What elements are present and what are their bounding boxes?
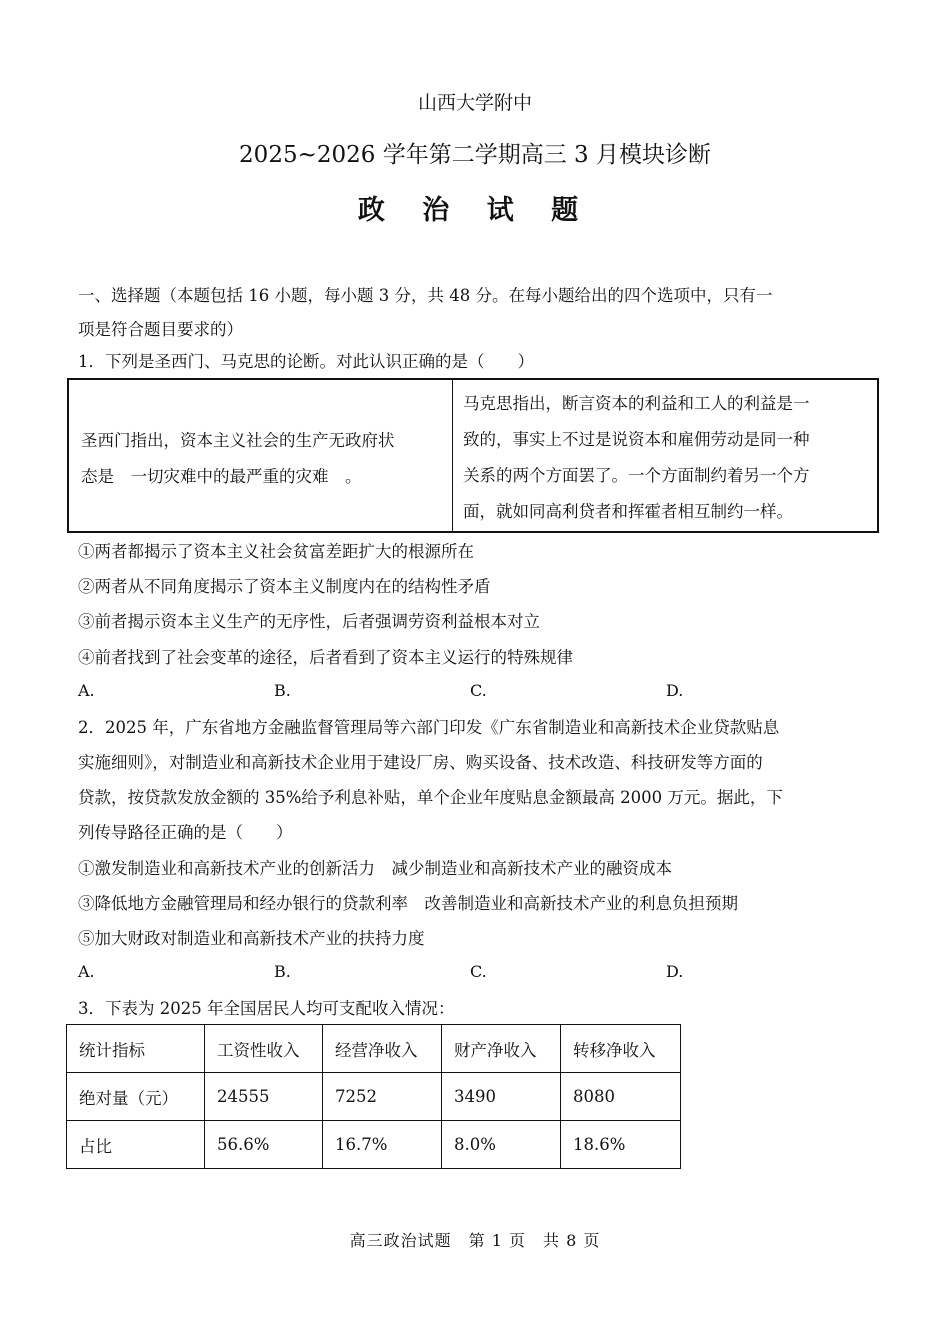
table-cell: 24555 — [205, 1073, 323, 1121]
table-cell: 7252 — [323, 1073, 442, 1121]
q1-option-b[interactable]: B. — [274, 681, 291, 700]
q2-option-d[interactable]: D. — [666, 962, 684, 981]
page-title: 政 治 试 题 — [357, 195, 593, 226]
table-header-cell: 经营净收入 — [323, 1025, 442, 1073]
q3-stem: 3．下表为 2025 年全国居民人均可支配收入情况： — [78, 999, 455, 1018]
section-heading-line-1: 一、选择题（本题包括 16 小题，每小题 3 分，共 48 分。在每小题给出的四个选项中，只有一 — [78, 286, 773, 305]
q2-item-2: ③降低地方金融管理局和经办银行的贷款利率 改善制造业和高新技术产业的利息负担预期 — [78, 894, 738, 913]
school-name: 山西大学附中 — [417, 92, 532, 114]
income-table — [66, 1024, 681, 1169]
q2-stem-line-2: 实施细则》，对制造业和高新技术企业用于建设厂房、购买设备、技术改造、科技研发等方面的 — [78, 753, 763, 772]
q1-right-line: 面，就如同高利贷者和挥霍者相互制约一样。 — [463, 502, 793, 521]
table-cell: 占比 — [67, 1121, 205, 1169]
q1-option-c[interactable]: C. — [470, 681, 487, 700]
q1-options — [78, 681, 878, 700]
q2-option-b[interactable]: B. — [274, 962, 291, 981]
q1-stem: 1．下列是圣西门、马克思的论断。对此认识正确的是（ ） — [78, 352, 534, 371]
q1-marx-cell — [453, 380, 877, 531]
q1-option-d[interactable]: D. — [666, 681, 684, 700]
q1-right-line: 致的，事实上不过是说资本和雇佣劳动是同一种 — [463, 430, 810, 449]
table-cell: 8080 — [561, 1073, 681, 1121]
table-header-cell: 统计指标 — [67, 1025, 205, 1073]
table-header-row — [67, 1025, 681, 1073]
q1-option-a[interactable]: A. — [78, 681, 95, 700]
q1-left-line: 圣西门指出，资本主义社会的生产无政府状 — [81, 431, 395, 450]
table-header-cell: 财产净收入 — [442, 1025, 561, 1073]
q1-item-3: ③前者揭示资本主义生产的无序性，后者强调劳资利益根本对立 — [78, 612, 540, 631]
exam-subtitle: 2025~2026 学年第二学期高三 3 月模块诊断 — [239, 142, 711, 168]
q1-item-4: ④前者找到了社会变革的途径，后者看到了资本主义运行的特殊规律 — [78, 648, 573, 667]
q2-item-1: ①激发制造业和高新技术产业的创新活力 减少制造业和高新技术产业的融资成本 — [78, 859, 672, 878]
q2-item-3: ⑤加大财政对制造业和高新技术产业的扶持力度 — [78, 929, 425, 948]
table-cell: 8.0% — [442, 1121, 561, 1169]
table-cell: 3490 — [442, 1073, 561, 1121]
table-header-cell: 工资性收入 — [205, 1025, 323, 1073]
q1-item-2: ②两者从不同角度揭示了资本主义制度内在的结构性矛盾 — [78, 577, 491, 596]
q2-stem-line-4: 列传导路径正确的是（ ） — [78, 823, 293, 842]
table-cell: 56.6% — [205, 1121, 323, 1169]
q1-right-line: 马克思指出，断言资本的利益和工人的利益是一 — [463, 394, 810, 413]
q1-saint-simon-cell — [69, 380, 453, 531]
q1-item-1: ①两者都揭示了资本主义社会贫富差距扩大的根源所在 — [78, 542, 474, 561]
section-heading-line-2: 项是符合题目要求的） — [78, 320, 243, 339]
table-cell: 18.6% — [561, 1121, 681, 1169]
q1-quote-table — [67, 378, 879, 533]
q2-stem-line-1: 2．2025 年，广东省地方金融监督管理局等六部门印发《广东省制造业和高新技术企业贷款贴息 — [78, 718, 780, 737]
page-footer: 高三政治试题 第 1 页 共 8 页 — [349, 1231, 601, 1250]
table-cell: 绝对量（元） — [67, 1073, 205, 1121]
table-row — [67, 1073, 681, 1121]
q2-options — [78, 962, 878, 981]
table-header-cell: 转移净收入 — [561, 1025, 681, 1073]
q1-left-line: 态是 一切灾难中的最严重的灾难 。 — [81, 467, 362, 486]
table-row — [67, 1121, 681, 1169]
q2-option-c[interactable]: C. — [470, 962, 487, 981]
table-cell: 16.7% — [323, 1121, 442, 1169]
q1-right-line: 关系的两个方面罢了。一个方面制约着另一个方 — [463, 466, 810, 485]
q2-stem-line-3: 贷款，按贷款发放金额的 35%给予利息补贴，单个企业年度贴息金额最高 2000 万元。据此，下 — [78, 788, 783, 807]
q2-option-a[interactable]: A. — [78, 962, 95, 981]
